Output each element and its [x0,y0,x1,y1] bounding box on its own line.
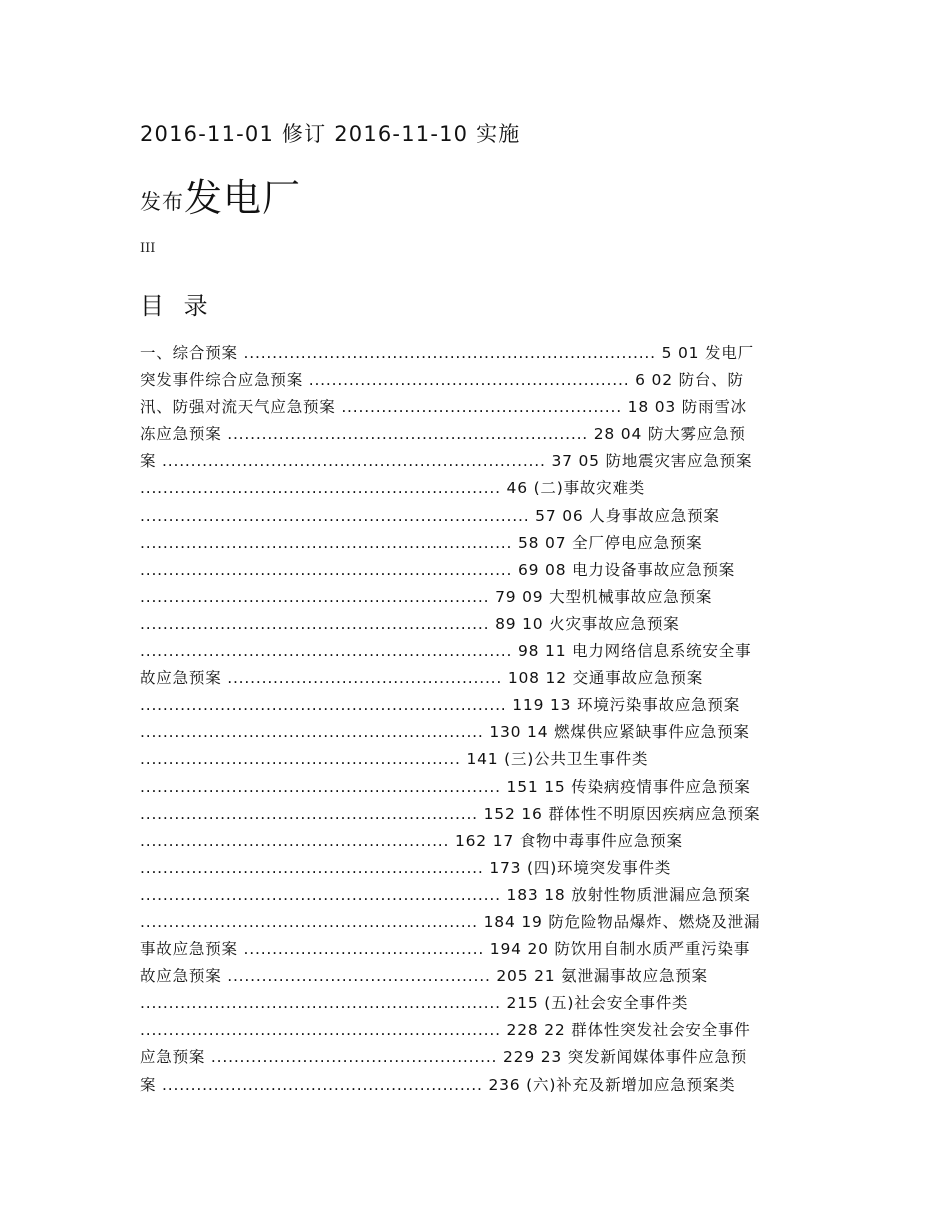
toc-line: 汛、防强对流天气应急预案 ................................................. 18 03 防雨雪冰 [140,398,747,417]
toc-line: 故应急预案 .............................................. 205 21 氨泄漏事故应急预案 [140,967,708,986]
toc-line: ............................................................... 215 (五)社会安全事件类 [140,994,689,1013]
toc-line: ................................................................ 119 13 环境污染事故应急预案 [140,696,741,715]
toc-line: 案 ................................................................... 37 05 防地震灾害应急预案 [140,452,753,471]
toc-line: 一、综合预案 ........................................................................ 5 01 发电厂 [140,344,754,362]
toc-line: ............................................................ 130 14 燃煤供应紧缺事件应急预案 [140,723,750,742]
revision-dates: 2016-11-01 修订 2016-11-10 实施 [140,122,521,146]
toc-line: ............................................................. 89 10 火灾事故应急预案 [140,614,680,633]
toc-line: 故应急预案 ................................................ 108 12 交通事故应急预案 [140,669,704,688]
toc-line: 应急预案 .................................................. 229 23 突发新闻媒体事件应急预 [140,1048,748,1067]
toc-line: .................................................................... 57 06 人身事故应急预案 [140,506,720,525]
toc-line: ............................................................... 228 22 群体性突发社会安全事件 [140,1021,751,1040]
toc-line: 案 ........................................................ 236 (六)补充及新增加应急预案类 [140,1075,736,1094]
toc-heading: 目 录 [140,292,214,320]
page-number-roman: III [140,241,156,256]
document-title [140,168,301,224]
toc-line: ...................................................... 162 17 食物中毒事件应急预案 [140,831,683,850]
toc-line: ............................................................... 183 18 放射性物质泄漏应急预案 [140,885,751,904]
toc-line: ........................................................ 141 (三)公共卫生事件类 [140,750,649,769]
toc-line: ............................................................ 173 (四)环境突发事件类 [140,858,672,877]
toc-line: ........................................................... 152 16 群体性不明原因疾病应急预案 [140,804,761,823]
toc-line: ............................................................. 79 09 大型机械事故应急预案 [140,587,713,606]
toc-line: ................................................................. 58 07 全厂停电应急预案 [140,533,703,552]
toc-line: ............................................................... 151 15 传染病疫情事件应急预案 [140,777,751,796]
toc-line: 事故应急预案 .......................................... 194 20 防饮用自制水质严重污染事 [140,940,751,959]
toc-line: ........................................................... 184 19 防危险物品爆炸、燃烧及泄漏 [140,912,761,931]
toc-line: 突发事件综合应急预案 ........................................................ 6 02 防台、防 [140,371,744,390]
toc-line: ................................................................. 69 08 电力设备事故应急预案 [140,560,736,579]
title-main: 发电厂 [184,176,302,220]
toc-line: ................................................................. 98 11 电力网络信息系统安全事 [140,642,752,661]
toc-line: 冻应急预案 ............................................................... 28 04 防大雾应急预 [140,425,746,444]
toc-line: ............................................................... 46 (二)事故灾难类 [140,479,646,498]
title-prefix: 发布 [140,190,184,214]
table-of-contents [140,340,820,1099]
